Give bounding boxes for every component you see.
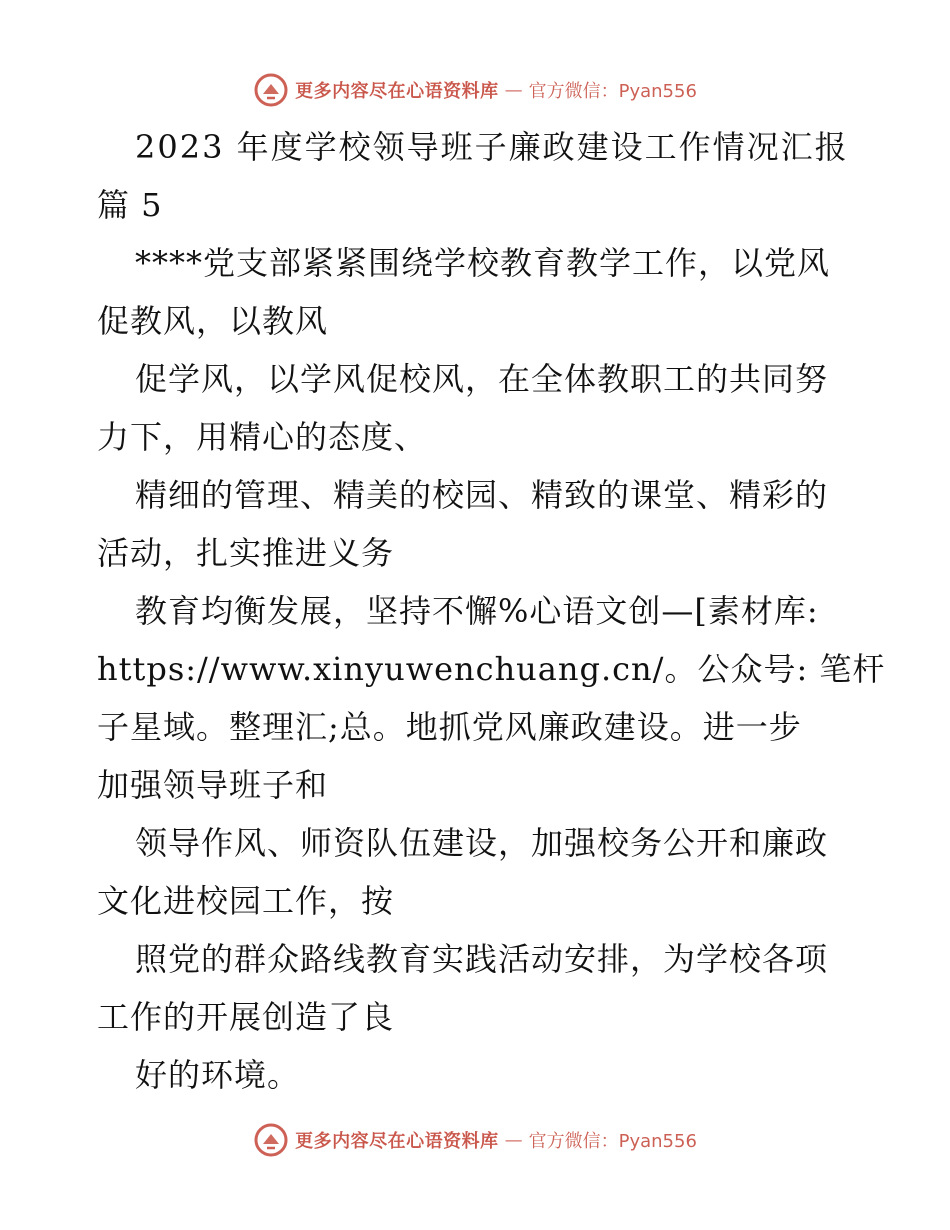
paragraph-line: 力下，用精心的态度、 (97, 418, 428, 456)
watermark-banner-top (0, 70, 950, 110)
paragraph-line: https://www.xinyuwenchuang.cn/。公众号: 笔杆 (97, 650, 886, 688)
paragraph-line: 教育均衡发展，坚持不懈%心语文创—[素材库: (135, 592, 819, 630)
paragraph-line: 活动，扎实推进义务 (97, 534, 395, 572)
paragraph-line: 照党的群众路线教育实践活动安排，为学校各项 (135, 940, 829, 978)
paragraph-line: ****党支部紧紧围绕学校教育教学工作，以党风 (135, 244, 831, 282)
paragraph-line: 加强领导班子和 (97, 766, 329, 804)
document-title-line-2: 篇 5 (97, 186, 163, 224)
watermark-separator: — (504, 1129, 523, 1151)
paragraph-line: 好的环境。 (135, 1056, 301, 1094)
watermark-title: 更多内容尽在心语资料库 (295, 81, 499, 102)
document-body (97, 118, 886, 1104)
paragraph-line: 文化进校园工作，按 (97, 882, 395, 920)
paragraph-line: 促教风，以教风 (97, 302, 329, 340)
watermark-separator: — (504, 79, 523, 101)
book-logo-icon (253, 72, 289, 108)
watermark-title: 更多内容尽在心语资料库 (295, 1131, 499, 1152)
paragraph-line: 精细的管理、精美的校园、精致的课堂、精彩的 (135, 476, 829, 514)
book-logo-icon (253, 1122, 289, 1158)
watermark-contact: 官方微信：Pyan556 (528, 1131, 697, 1152)
paragraph-line: 工作的开展创造了良 (97, 998, 395, 1036)
paragraph-line: 子星域。整理汇;总。地抓党风廉政建设。进一步 (97, 708, 802, 746)
document-title-line-1: 2023 年度学校领导班子廉政建设工作情况汇报 (135, 128, 849, 166)
paragraph-line: 领导作风、师资队伍建设，加强校务公开和廉政 (135, 824, 829, 862)
paragraph-line: 促学风，以学风促校风，在全体教职工的共同努 (135, 360, 829, 398)
watermark-contact: 官方微信：Pyan556 (528, 81, 697, 102)
watermark-banner-bottom (0, 1120, 950, 1160)
